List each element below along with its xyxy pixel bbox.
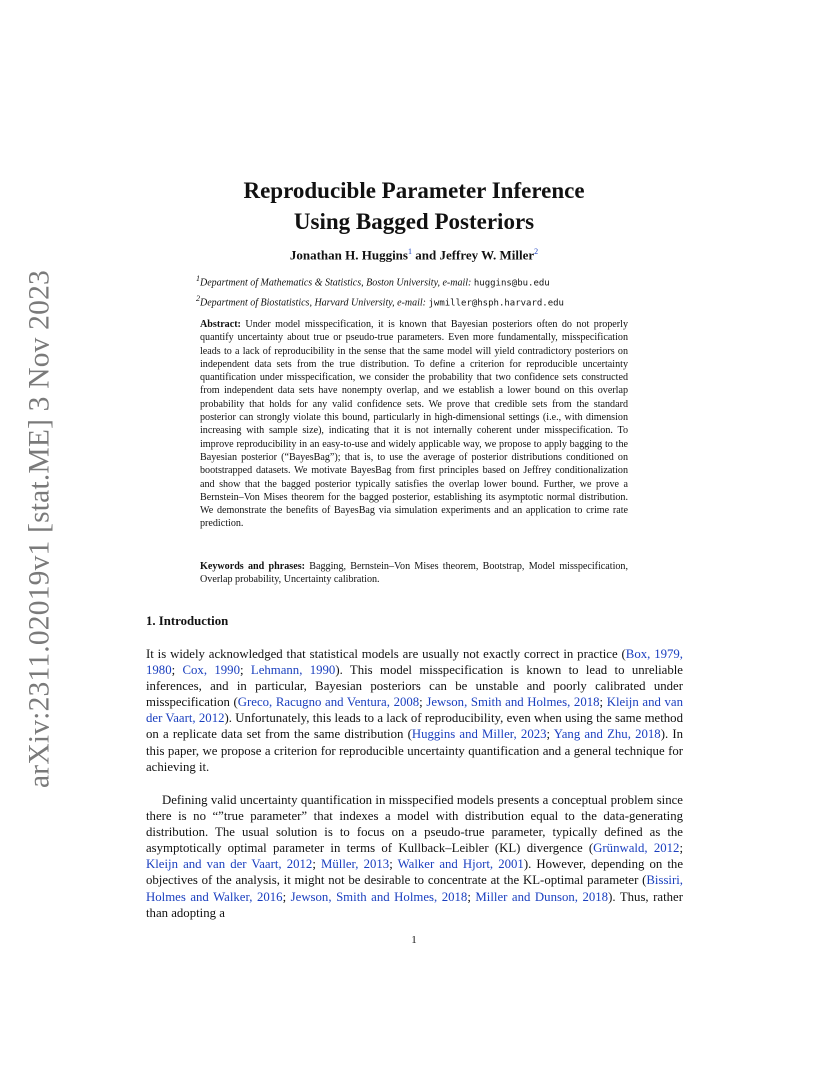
text-run: ). In this paper, we propose a criterion for reproducible uncertainty quantification and a general technique for achieving it.	[146, 727, 683, 774]
text-run: ;	[679, 841, 683, 856]
citation-link[interactable]: Greco, Racugno and Ventura, 2008	[237, 695, 420, 710]
intro-paragraph-2	[146, 792, 683, 921]
affiliation-2	[196, 294, 564, 308]
page-number: 1	[411, 934, 417, 946]
text-run: ;	[546, 727, 554, 742]
citation-link[interactable]: Box, 1979, 1980	[146, 647, 683, 678]
affiliation-2-text: Department of Biostatistics, Harvard University, e-mail:	[200, 297, 429, 309]
affiliation-1-marker: 1	[196, 274, 200, 283]
text-run: It is widely acknowledged that statistical models are usually not exactly correct in practice (	[146, 647, 626, 661]
arxiv-identifier: arXiv:2311.02019v1 [stat.ME] 3 Nov 2023	[23, 270, 56, 788]
citation-link[interactable]: Grünwald, 2012	[593, 841, 680, 856]
title-line-2: Using Bagged Posteriors	[293, 209, 535, 234]
text-run: ;	[419, 695, 427, 710]
text-run: ;	[171, 663, 183, 678]
affiliation-2-marker: 2	[196, 294, 200, 303]
citation-link[interactable]: Yang and Zhu, 2018	[553, 727, 661, 742]
text-run: ). Unfortunately, this leads to a lack of reproducibility, even when using the same method on a replicate data set from the same distribution (	[146, 711, 683, 742]
citation-link[interactable]: Walker and Hjort, 2001	[397, 857, 524, 872]
affiliation-1-email: huggins@bu.edu	[473, 278, 550, 289]
text-run: ). Thus, rather than adopting a	[146, 889, 683, 920]
text-run: ;	[389, 857, 398, 872]
citation-link[interactable]: Müller, 2013	[320, 857, 390, 872]
author-2-footnote-link[interactable]: 2	[534, 247, 539, 256]
section-heading-introduction: 1. Introduction	[146, 614, 229, 628]
author-connector: and	[411, 247, 440, 263]
citation-link[interactable]: Cox, 1990	[182, 663, 240, 678]
text-run: ;	[312, 857, 321, 872]
keywords-label: Keywords and phrases:	[200, 561, 306, 572]
citation-link[interactable]: Kleijn and van der Vaart, 2012	[146, 857, 313, 872]
text-run: ;	[282, 889, 291, 904]
affiliation-2-email: jwmiller@hsph.harvard.edu	[428, 298, 564, 309]
author-miller: Jeffrey W. Miller	[439, 247, 535, 263]
text-run: ). However, depending on the objectives of the analysis, it might not be desirable to concentrate at the KL-optimal parameter (	[146, 857, 683, 888]
affiliation-1-text: Department of Mathematics & Statistics, Boston University, e-mail:	[200, 277, 474, 289]
citation-link[interactable]: Kleijn and van der Vaart, 2012	[146, 695, 683, 726]
citation-link[interactable]: Miller and Dunson, 2018	[475, 889, 609, 904]
keywords-text: Bagging, Bernstein–Von Mises theorem, Bootstrap, Model misspecification, Overlap probability, Uncertainty calibration.	[200, 561, 628, 586]
author-huggins: Jonathan H. Huggins	[289, 247, 408, 263]
text-run: ;	[599, 695, 607, 710]
text-run: ;	[467, 889, 476, 904]
author-1-footnote-link[interactable]: 1	[407, 247, 412, 256]
abstract-text: Under model misspecification, it is known that Bayesian posteriors often do not properly quantify uncertainty about true or pseudo-true parameters. Even more fundamentally, misspecification leads to a lack of reproducibility in the sense that the same model will yield contradictory posteriors on independent data sets from the true distribution. To define a criterion for reproducible uncertainty quantification under misspecification, we consider the probability that two confidence sets constructed from independent data sets have nonempty overlap, and we establish a lower bound on this overlap probability that holds for any valid confidence sets. We prove that credible sets from the standard posterior can strongly violate this bound, particularly in high-dimensional settings (i.e., with dimension increasing with sample size), indicating that it is not internally coherent under misspecification. To improve reproducibility in an easy-to-use and widely applicable way, we propose to apply bagging to the Bayesian posterior (“BayesBag”); that is, to use the average of posterior distributions conditioned on bootstrapped datasets. We motivate BayesBag from first principles based on Jeffrey conditionalization and show that the bagged posterior typically satisfies the overlap lower bound. Further, we prove a Bernstein–Von Mises theorem for the bagged posterior, establishing its asymptotic normal distribution. We demonstrate the benefits of BayesBag via simulation experiments and an application to crime rate prediction.	[200, 319, 628, 530]
paper-title	[0, 175, 828, 237]
text-run: ). This model misspecification is known to lead to unreliable inferences, and in particular, Bayesian posteriors can be unstable and poorly calibrated under misspecification (	[146, 663, 683, 710]
text-run: Defining valid uncertainty quantification in misspecified models presents a conceptual problem since there is no “”true parameter” that indexes a model with distribution equal to the data-generating distribution. The usual solution is to focus on a pseudo-true parameter, typically defined as the asymptotically optimal parameter in terms of Kullback–Leibler (KL) divergence (	[146, 793, 683, 856]
citation-link[interactable]: Bissiri, Holmes and Walker, 2016	[146, 873, 683, 904]
abstract	[200, 318, 628, 531]
abstract-label: Abstract:	[200, 319, 241, 330]
title-line-1: Reproducible Parameter Inference	[243, 178, 585, 203]
citation-link[interactable]: Huggins and Miller, 2023	[411, 727, 547, 742]
citation-link[interactable]: Jewson, Smith and Holmes, 2018	[290, 889, 468, 904]
intro-paragraph-1	[146, 646, 683, 775]
text-run: ;	[239, 663, 251, 678]
citation-link[interactable]: Lehmann, 1990	[250, 663, 336, 678]
citation-link[interactable]: Jewson, Smith and Holmes, 2018	[426, 695, 600, 710]
affiliation-1	[196, 274, 550, 288]
keywords	[200, 560, 628, 587]
arxiv-sidebar-stamp	[20, 270, 60, 788]
author-list	[0, 247, 828, 263]
